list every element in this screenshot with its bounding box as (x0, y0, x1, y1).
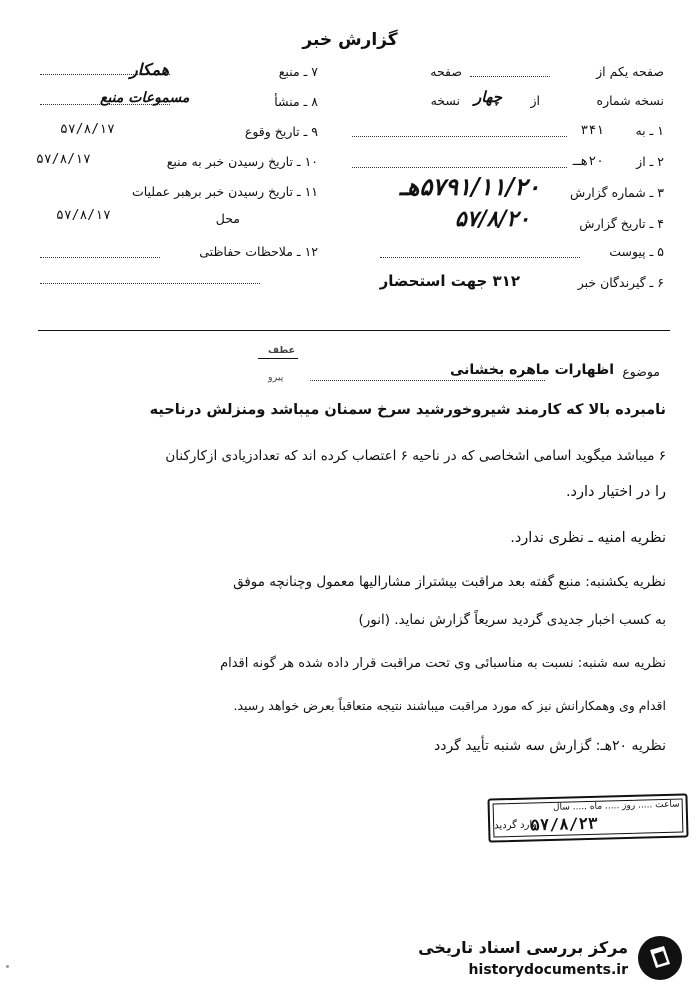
page-count-dots (470, 76, 550, 77)
operations-date-value: ۵۷/۸/۱۷ (56, 208, 111, 223)
follow-up-label: پیرو (268, 372, 284, 383)
receipt-date-label: ۱۰ ـ تاریخ رسیدن خبر به منبع (166, 154, 318, 169)
origin-value: مسموعات منبع (100, 90, 190, 106)
recipients-label: ۶ ـ گیرندگان خبر (577, 275, 664, 290)
report-title: گزارش خبر (302, 30, 398, 50)
copy-number-label: نسخه شماره (596, 93, 664, 108)
attachment-dots (380, 257, 580, 258)
receipt-stamp (487, 793, 688, 842)
archive-logo-icon (636, 934, 684, 982)
report-date-value: ۵۷/۸/۲۰ (454, 206, 530, 232)
receipt-date-value: ۵۷/۸/۱۷ (36, 152, 91, 167)
subject-value: اظهارات ماهره بخشانی (449, 362, 614, 378)
operations-date-label: ۱۱ ـ تاریخ رسیدن خبر برهبر عملیات (131, 184, 318, 199)
body-line-7: نظریه سه شنبه: نسبت به مناسبائی وی تحت مراقبت قرار داده شده هر گونه اقدام (220, 656, 666, 671)
security-notes-dots-2 (40, 283, 260, 284)
footer-website[interactable]: historydocuments.ir (468, 962, 628, 978)
footer-org-name: مرکز بررسی اسناد تاریخی (418, 938, 628, 957)
report-number-value: ۵۷۹۱/۱۱/۲۰هـ (399, 172, 540, 201)
from-label: ۲ ـ از (636, 154, 664, 169)
page-count-label: صفحه یکم از (596, 64, 664, 79)
body-line-9: نظریه ۲۰هـ: گزارش سه شنبه تأیید گردد (433, 738, 666, 754)
from-dots (352, 167, 567, 168)
copy-number-mid: از (530, 93, 540, 108)
reference-divider (258, 358, 298, 359)
source-label: ۷ ـ منبع (278, 64, 318, 79)
subject-label: موضوع (622, 364, 660, 379)
body-line-4: نظریه امنیه ـ نظری ندارد. (510, 530, 666, 546)
copy-number-suffix: نسخه (430, 93, 460, 108)
occurrence-date-label: ۹ ـ تاریخ وقوع (244, 124, 318, 139)
place-label: محل (215, 211, 240, 226)
subject-dots (310, 380, 545, 381)
occurrence-date-value: ۵۷/۸/۱۷ (60, 122, 115, 137)
stamp-received: وارد گردید (494, 819, 538, 832)
from-value: ۲۰هـ (572, 154, 604, 169)
report-date-label: ۴ ـ تاریخ گزارش (579, 216, 664, 231)
body-line-1: نامبرده بالا که کارمند شیروخورشید سرخ سمنان میباشد ومنزلش درناحیه (149, 402, 666, 418)
to-value: ۳۴۱ (580, 123, 604, 138)
body-line-5: نظریه یکشنبه: منبع گفته بعد مراقبت بیشتراز مشارالیها معمول وچنانچه موفق (233, 574, 666, 590)
body-line-8: اقدام وی وهمکارانش نیز که مورد مراقبت میباشند نتیجه متعاقباً بعرض خواهد رسید. (233, 698, 666, 713)
to-label: ۱ ـ به (635, 123, 664, 138)
recipients-value: ۳۱۲ جهت استحضار (379, 272, 520, 290)
page-mark (6, 965, 9, 968)
section-divider (38, 330, 670, 331)
to-dots (352, 136, 567, 137)
security-notes-label: ۱۲ ـ ملاحظات حفاظتی (199, 244, 318, 259)
security-notes-dots (40, 257, 160, 258)
attachment-label: ۵ ـ پیوست (609, 244, 664, 259)
body-line-3: را در اختیار دارد. (565, 484, 666, 500)
page-count-suffix: صفحه (430, 64, 462, 79)
body-line-2: ۶ میباشد میگوید اسامی اشخاصی که در ناحیه ۶ اعتصاب کرده اند که تعدادزیادی ازکارکنان (165, 448, 666, 464)
stamp-date: ۵۷/۸/۲۳ (529, 813, 598, 835)
report-number-label: ۳ ـ شماره گزارش (569, 185, 664, 200)
body-line-6: به کسب اخبار جدیدی گردید سریعاً گزارش نماید. (انور) (358, 612, 666, 628)
copy-number-value: چهار (473, 88, 502, 106)
reference-label: عطف (268, 345, 296, 356)
origin-label: ۸ ـ منشأ (274, 94, 318, 109)
source-value: همکار (130, 60, 170, 79)
stamp-time-line: ساعت ..... روز ..... ماه ..... سال (552, 799, 680, 813)
